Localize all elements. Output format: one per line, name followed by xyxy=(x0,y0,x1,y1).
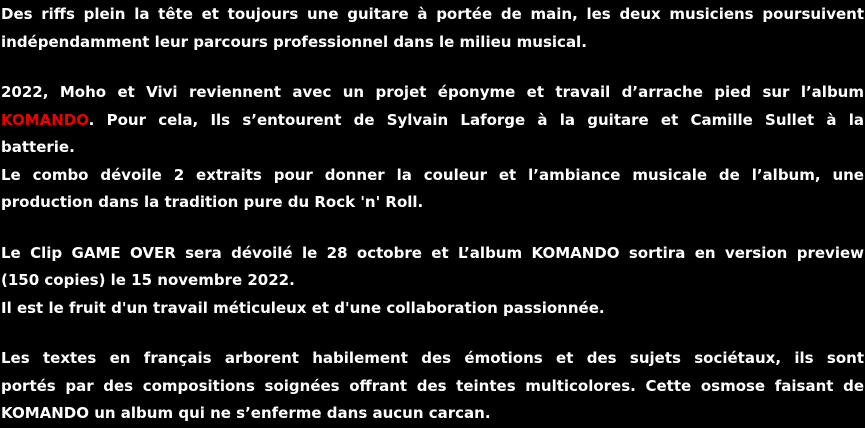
text-line xyxy=(1,345,864,373)
paragraph xyxy=(1,79,864,217)
text-segment: 2022, Moho et Vivi reviennent avec un projet éponyme et travail d’arrache pied sur l’album xyxy=(1,83,864,101)
highlighted-album-title: KOMANDO xyxy=(1,110,89,129)
text-segment: Le combo dévoile 2 extraits pour donner la couleur et l’ambiance musicale de l’album, une xyxy=(1,165,864,184)
paragraph xyxy=(1,1,864,56)
paragraph xyxy=(1,345,864,428)
text-line xyxy=(1,189,864,217)
text-line xyxy=(1,267,864,295)
text-segment: portés par des compositions soignées offrant des teintes multicolores. Cette osmose faisant de xyxy=(1,376,864,395)
text-segment: Le Clip GAME OVER sera dévoilé le 28 octobre et L’album KOMANDO sortira en version preview xyxy=(1,243,864,262)
text-segment: Des riffs plein la tête et toujours une guitare à portée de main, les deux musiciens poursuivent xyxy=(1,5,864,23)
text-segment: KOMANDO un album qui ne s’enferme dans aucun carcan. xyxy=(1,404,491,422)
text-line xyxy=(1,134,864,162)
text-line xyxy=(1,295,864,323)
text-segment: (150 copies) le 15 novembre 2022. xyxy=(1,271,295,289)
text-segment: . Pour cela, Ils s’entourent de Sylvain Laforge à la guitare et Camille Sullet à la xyxy=(88,110,864,129)
text-segment: batterie. xyxy=(1,138,75,156)
text-line xyxy=(1,29,864,57)
text-line xyxy=(1,162,864,190)
text-segment: Les textes en français arborent habilement des émotions et des sujets sociétaux, ils sont xyxy=(1,349,864,367)
text-segment: indépendamment leur parcours professionnel dans le milieu musical. xyxy=(1,32,587,51)
text-line xyxy=(1,1,864,29)
paragraph xyxy=(1,240,864,323)
text-segment: Il est le fruit d'un travail méticuleux et d'une collaboration passionnée. xyxy=(1,298,605,317)
text-line xyxy=(1,240,864,268)
text-line xyxy=(1,79,864,107)
text-line xyxy=(1,373,864,401)
text-segment: production dans la tradition pure du Rock 'n' Roll. xyxy=(1,193,424,211)
text-line xyxy=(1,107,864,135)
text-line xyxy=(1,400,864,428)
